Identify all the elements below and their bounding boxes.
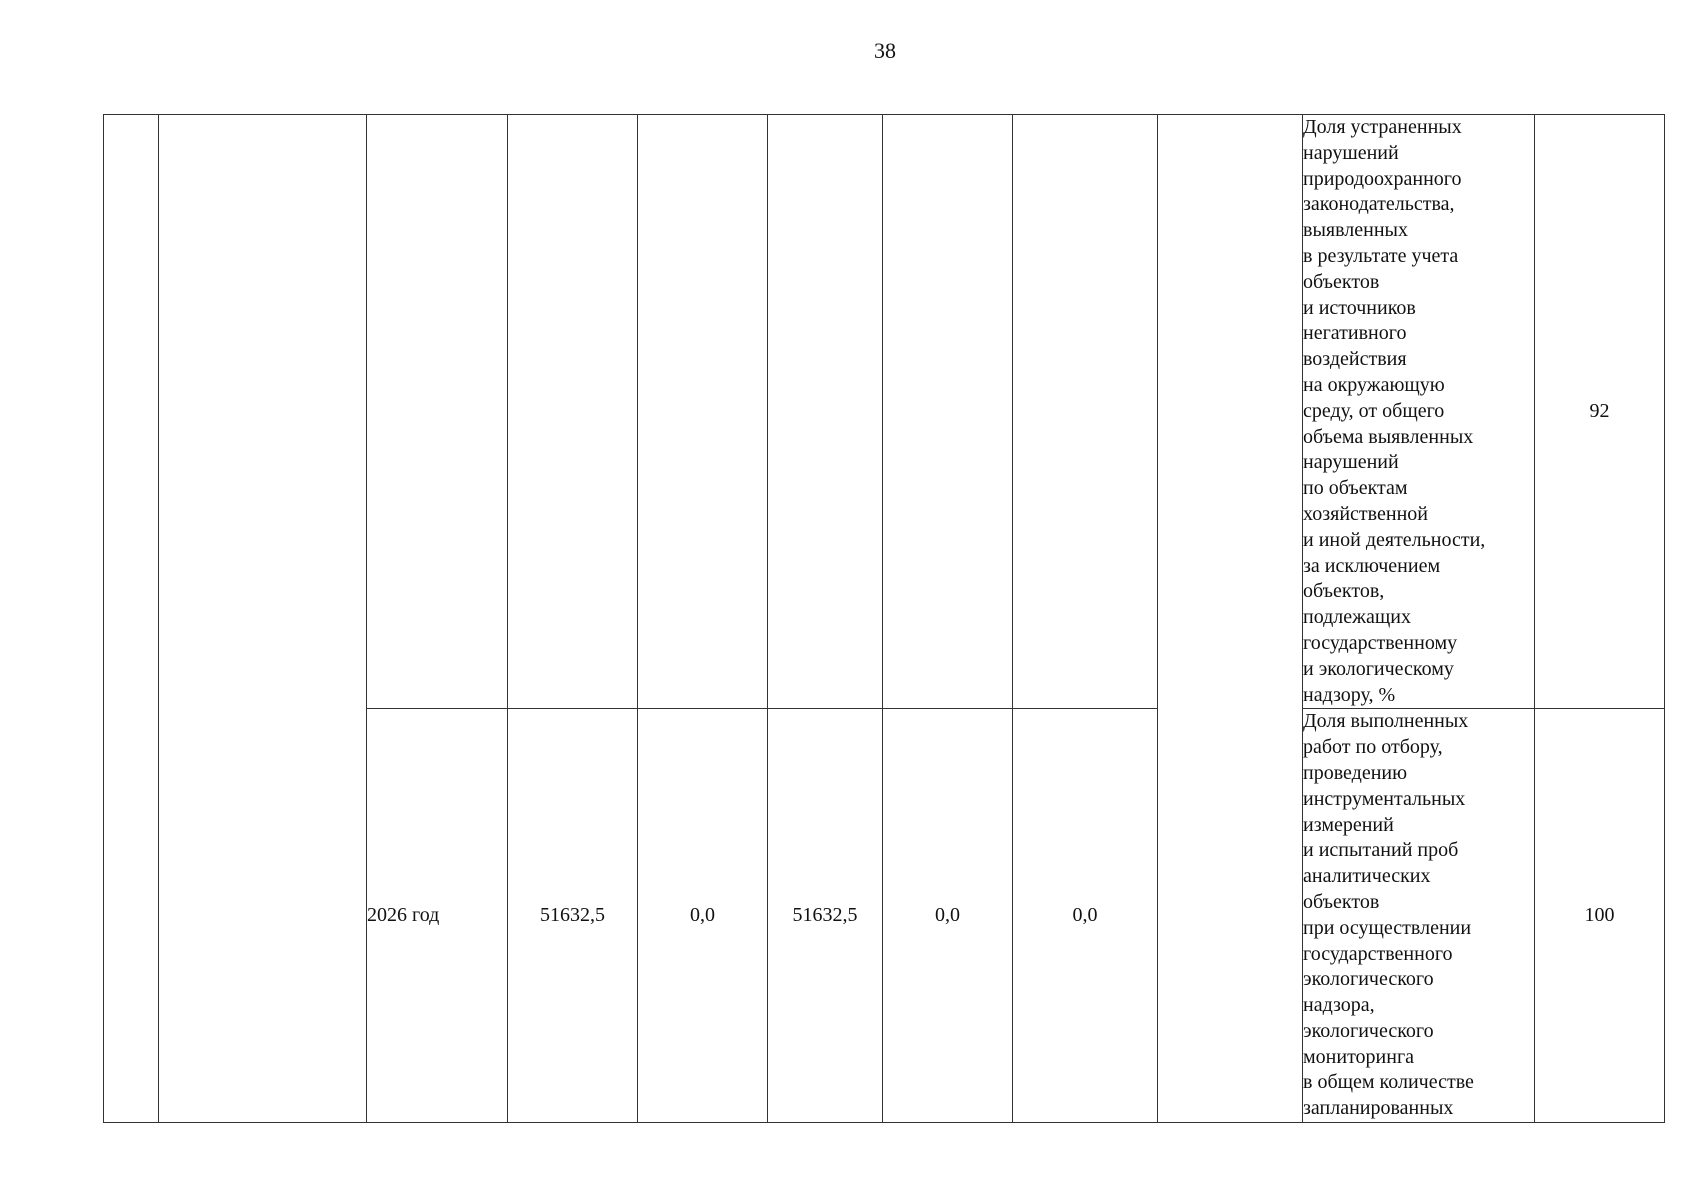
indicator-name-cell: Доля выполненных работ по отбору, проведению инструментальных измерений и испытаний проб аналитических объектов при осуществлении государственного экологического надзора, экологического мониторинга в общем количестве запланированных bbox=[1303, 709, 1535, 1123]
local-funding-cell bbox=[883, 115, 1013, 709]
row-number-cell bbox=[104, 115, 159, 1123]
regional-funding-cell bbox=[768, 115, 883, 709]
local-funding-cell: 0,0 bbox=[883, 709, 1013, 1123]
federal-funding-cell bbox=[638, 115, 768, 709]
federal-funding-cell: 0,0 bbox=[638, 709, 768, 1123]
measure-name-cell bbox=[159, 115, 367, 1123]
other-funding-cell bbox=[1013, 115, 1158, 709]
total-funding-cell bbox=[508, 115, 638, 709]
page-number: 38 bbox=[874, 38, 896, 63]
year-cell bbox=[367, 115, 508, 709]
indicator-value-cell: 92 bbox=[1535, 115, 1665, 709]
table-row bbox=[104, 115, 1665, 709]
program-funding-table bbox=[103, 114, 1665, 1123]
executor-cell bbox=[1158, 115, 1303, 1123]
total-funding-cell: 51632,5 bbox=[508, 709, 638, 1123]
indicator-value-cell: 100 bbox=[1535, 709, 1665, 1123]
indicator-name-cell: Доля устраненных нарушений природоохранного законодательства, выявленных в результате учета объектов и источников негативного воздействия на окружающую среду, от общего объема выявленных нарушений по объектам хозяйственной и иной деятельности, за исключением объектов, подлежащих государственному и экологическому надзору, % bbox=[1303, 115, 1535, 709]
other-funding-cell: 0,0 bbox=[1013, 709, 1158, 1123]
regional-funding-cell: 51632,5 bbox=[768, 709, 883, 1123]
year-cell: 2026 год bbox=[367, 709, 508, 1123]
